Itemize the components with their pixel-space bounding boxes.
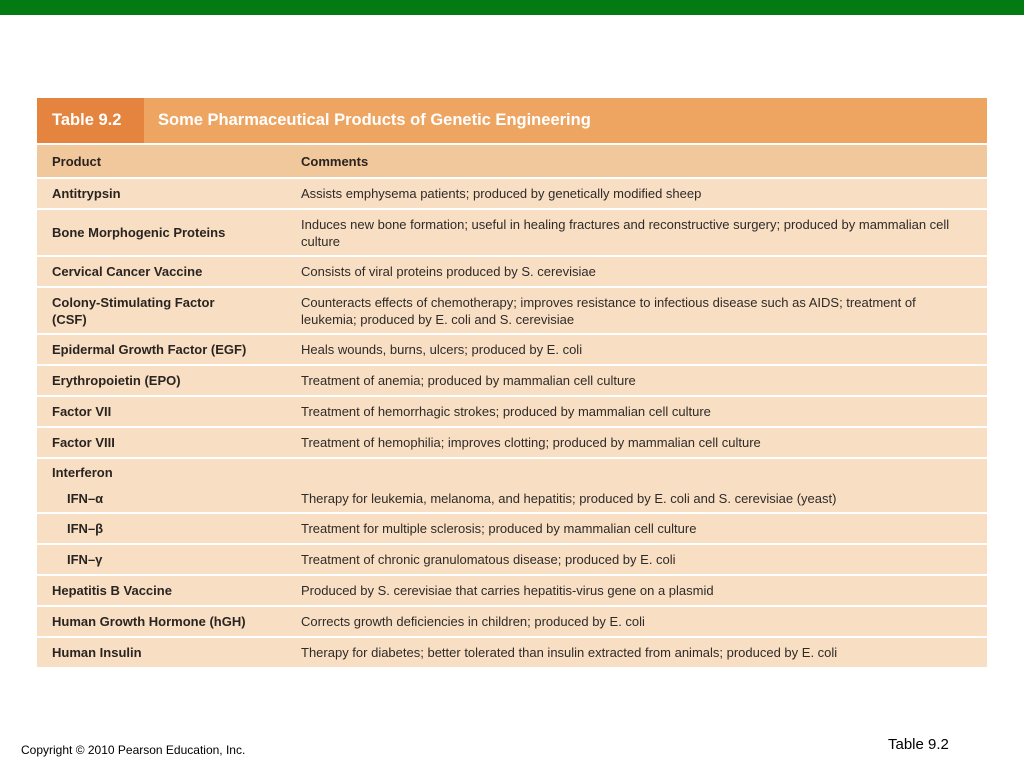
- comment-cell: Heals wounds, burns, ulcers; produced by E. coli: [301, 342, 583, 357]
- header-comments: Comments: [301, 153, 369, 169]
- table-row: [37, 464, 987, 481]
- comment-cell: Counteracts effects of chemotherapy; improves resistance to infectious disease such as AIDS; treatment of leukemia; produced by E. coli and S. cerevisiae: [301, 294, 916, 327]
- table-row: [37, 366, 987, 395]
- table-row: [37, 257, 987, 286]
- table-title: Some Pharmaceutical Products of Genetic Engineering: [158, 111, 591, 129]
- product-cell: Colony-Stimulating Factor (CSF): [52, 294, 215, 327]
- product-cell: Factor VIII: [52, 435, 115, 450]
- table-title-bar: [37, 98, 987, 143]
- comment-cell: Treatment for multiple sclerosis; produced by mammalian cell culture: [301, 521, 697, 536]
- table-header-row: [37, 145, 987, 177]
- table-row: [37, 514, 987, 543]
- copyright-notice: Copyright © 2010 Pearson Education, Inc.: [21, 743, 246, 757]
- product-cell: IFN–γ: [67, 552, 103, 567]
- comment-cell: Treatment of anemia; produced by mammalian cell culture: [301, 373, 636, 388]
- table-row: [37, 288, 987, 333]
- comment-cell: Therapy for leukemia, melanoma, and hepatitis; produced by E. coli and S. cerevisiae (yeast): [301, 491, 837, 506]
- product-cell: Factor VII: [52, 404, 112, 419]
- product-cell: Bone Morphogenic Proteins: [52, 225, 226, 240]
- comment-cell: Corrects growth deficiencies in children; produced by E. coli: [301, 614, 645, 629]
- slide-table-label: Table 9.2: [888, 736, 949, 753]
- comment-cell: Treatment of hemophilia; improves clotting; produced by mammalian cell culture: [301, 435, 761, 450]
- comment-cell: Consists of viral proteins produced by S. cerevisiae: [301, 264, 596, 279]
- product-cell: Antitrypsin: [52, 186, 121, 201]
- comment-cell: Treatment of chronic granulomatous disease; produced by E. coli: [301, 552, 676, 567]
- table-row: [37, 607, 987, 636]
- product-cell: Interferon: [52, 465, 113, 480]
- table-row: [37, 545, 987, 574]
- comment-cell: Assists emphysema patients; produced by genetically modified sheep: [301, 186, 702, 201]
- table-row: [37, 490, 987, 507]
- table-row: [37, 576, 987, 605]
- table-row: [37, 210, 987, 255]
- table-row: [37, 335, 987, 364]
- table-row: [37, 428, 987, 457]
- comment-cell: Produced by S. cerevisiae that carries hepatitis-virus gene on a plasmid: [301, 583, 714, 598]
- table-row: [37, 638, 987, 667]
- table-row: [37, 179, 987, 208]
- product-cell: Human Insulin: [52, 645, 142, 660]
- table-number-label: Table 9.2: [37, 98, 144, 143]
- product-cell: Human Growth Hormone (hGH): [52, 614, 246, 629]
- table-row: [37, 397, 987, 426]
- comment-cell: Therapy for diabetes; better tolerated than insulin extracted from animals; produced by E. coli: [301, 645, 838, 660]
- comment-cell: Induces new bone formation; useful in healing fractures and reconstructive surgery; produced by mammalian cell culture: [301, 216, 950, 249]
- product-cell: IFN–α: [67, 491, 104, 506]
- header-product: Product: [52, 153, 102, 169]
- comment-cell: Treatment of hemorrhagic strokes; produced by mammalian cell culture: [301, 404, 711, 419]
- product-cell: Hepatitis B Vaccine: [52, 583, 172, 598]
- pharma-products-table: [37, 98, 987, 667]
- table-row-interferon-group: [37, 459, 987, 512]
- top-accent-bar: [0, 0, 1024, 15]
- product-cell: IFN–β: [67, 521, 104, 536]
- product-cell: Cervical Cancer Vaccine: [52, 264, 203, 279]
- product-cell: Erythropoietin (EPO): [52, 373, 181, 388]
- product-cell: Epidermal Growth Factor (EGF): [52, 342, 247, 357]
- comment-cell: [301, 464, 987, 481]
